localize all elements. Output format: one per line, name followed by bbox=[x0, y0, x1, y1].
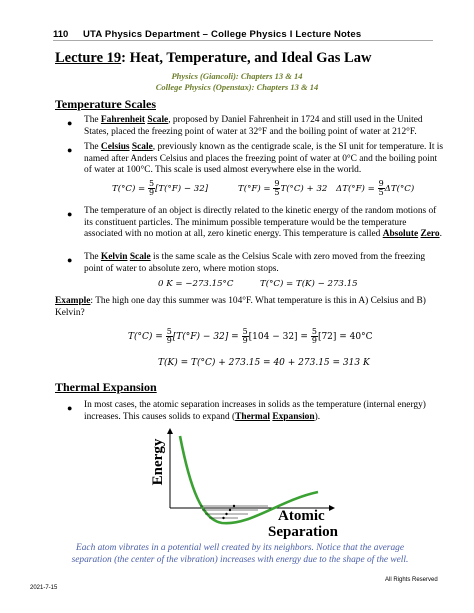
term-fahrenheit: Fahrenheit bbox=[100, 115, 146, 125]
fraction bbox=[166, 328, 173, 345]
paragraph-thermal-expansion bbox=[84, 400, 446, 423]
footer-date: 2021-7-15 bbox=[30, 585, 58, 591]
eq-rhs: ΔT(°C) bbox=[384, 184, 415, 194]
numerator: 5 bbox=[311, 327, 317, 336]
term-zero: Zero bbox=[420, 229, 440, 240]
term-celsius: Celsius bbox=[100, 142, 130, 152]
text: The bbox=[84, 115, 101, 125]
denominator: 9 bbox=[311, 336, 317, 345]
eq-text: T(°C) = T(K) − 273.15 bbox=[260, 279, 358, 289]
term-absolute: Absolute bbox=[382, 229, 419, 240]
eq-rhs: T(°C) + 32 bbox=[280, 184, 328, 194]
term-expansion: Expansion bbox=[272, 411, 315, 422]
bullet-icon: ● bbox=[67, 209, 73, 219]
equation-fahrenheit-from-celsius bbox=[238, 180, 327, 197]
equation-absolute-zero bbox=[158, 279, 233, 289]
example-equation-kelvin bbox=[158, 358, 370, 368]
bullet-icon: ● bbox=[67, 118, 73, 128]
bullet-icon: ● bbox=[67, 145, 73, 155]
denominator: 9 bbox=[148, 188, 155, 197]
center-dot bbox=[225, 513, 227, 515]
lecture-title-text: : Heat, Temperature, and Ideal Gas Law bbox=[121, 50, 372, 66]
center-dot bbox=[222, 517, 224, 519]
text: , proposed by Daniel Fahrenheit in 1724 and still used in the United States, placed the freezing point of water at 32°F and the boiling point of water at 212°F. bbox=[84, 115, 423, 137]
lecture-title bbox=[55, 50, 371, 67]
bullet-icon: ● bbox=[67, 255, 73, 265]
denominator: 5 bbox=[274, 188, 280, 197]
term-scale: Scale bbox=[147, 115, 169, 125]
eq-lhs: T(°C) = bbox=[112, 184, 148, 194]
energy-axis-arrow-icon bbox=[167, 428, 173, 434]
denominator: 9 bbox=[166, 336, 172, 345]
equation-delta-temperature bbox=[336, 180, 414, 197]
text: In most cases, the atomic separation increases in solids as the temperature (internal energy) increases. This causes solids to expand ( bbox=[84, 400, 426, 422]
fraction bbox=[378, 180, 385, 197]
example-label: Example bbox=[55, 296, 91, 306]
denominator: 5 bbox=[378, 188, 384, 197]
page-number: 110 bbox=[53, 29, 69, 40]
eq-lhs: ΔT(°F) = bbox=[336, 184, 378, 194]
fraction bbox=[148, 180, 155, 197]
eq-text: 0 K = −273.15°C bbox=[158, 279, 234, 289]
text: The bbox=[84, 142, 101, 152]
text: : The high one day this summer was 104°F. What temperature is this in A) Celsius and B) Kelvin? bbox=[55, 296, 426, 318]
separation-axis-arrow-icon bbox=[329, 505, 335, 511]
potential-well-diagram bbox=[140, 428, 350, 540]
eq-lhs: T(°F) = bbox=[238, 184, 274, 194]
eq-part: [72] = 40°C bbox=[317, 332, 373, 342]
paragraph-fahrenheit bbox=[84, 115, 446, 138]
numerator: 5 bbox=[148, 179, 155, 188]
lecture-label: Lecture 19 bbox=[55, 50, 122, 66]
equation-celsius-kelvin bbox=[260, 279, 358, 289]
eq-text: T(K) = T(°C) + 273.15 = 40 + 273.15 = 313 K bbox=[158, 358, 370, 368]
header-divider bbox=[53, 40, 433, 41]
separation-label-line2: Separation bbox=[268, 524, 339, 540]
example-paragraph bbox=[55, 296, 445, 319]
numerator: 9 bbox=[378, 179, 384, 188]
text: The bbox=[84, 252, 101, 262]
paragraph-absolute-zero bbox=[84, 206, 446, 241]
term-thermal: Thermal bbox=[235, 411, 271, 422]
text: . bbox=[439, 229, 442, 240]
equation-celsius-from-fahrenheit bbox=[112, 180, 208, 197]
example-equation-celsius bbox=[128, 328, 373, 345]
section-heading-thermal-expansion: Thermal Expansion bbox=[55, 380, 157, 394]
energy-label: Energy bbox=[150, 438, 166, 486]
text: ). bbox=[314, 411, 321, 422]
numerator: 9 bbox=[274, 179, 280, 188]
eq-lhs: T(°C) = bbox=[128, 332, 166, 342]
footer-rights: All Rights Reserved bbox=[385, 577, 438, 583]
diagram-caption: Each atom vibrates in a potential well created by its neighbors. Notice that the average separation (the center of the vibration) increases with energy due to the shape of the well. bbox=[71, 543, 409, 565]
term-kelvin: Kelvin bbox=[100, 252, 128, 262]
center-dot bbox=[233, 505, 235, 507]
eq-part: [T(°F) − 32] = bbox=[172, 332, 242, 342]
numerator: 5 bbox=[166, 327, 172, 336]
separation-label-line1: Atomic bbox=[278, 508, 325, 524]
reference-giancoli: Physics (Giancoli): Chapters 13 & 14 bbox=[171, 71, 303, 81]
bullet-icon: ● bbox=[67, 403, 73, 413]
eq-rhs: [T(°F) − 32] bbox=[155, 184, 209, 194]
vibration-centers bbox=[222, 505, 235, 519]
paragraph-celsius bbox=[84, 142, 446, 177]
fraction bbox=[242, 328, 249, 345]
term-scale: Scale bbox=[131, 142, 153, 152]
paragraph-kelvin bbox=[84, 252, 446, 275]
numerator: 5 bbox=[242, 327, 248, 336]
text: is the same scale as the Celsius Scale with zero moved from the freezing point of water to absolute zero, where motion stops. bbox=[84, 252, 426, 274]
section-heading-temperature-scales: Temperature Scales bbox=[55, 97, 156, 111]
term-scale: Scale bbox=[129, 252, 151, 262]
denominator: 9 bbox=[242, 336, 248, 345]
text: The temperature of an object is directly related to the kinetic energy of the random motions of its constituent particles. The minimum possible temperature would be the temperature associated with no motion at all, zero kinetic energy. This temperature is called bbox=[84, 206, 437, 240]
fraction bbox=[311, 328, 318, 345]
center-dot bbox=[229, 509, 231, 511]
header-title: UTA Physics Department – College Physics I Lecture Notes bbox=[83, 29, 362, 40]
eq-part: [104 − 32] = bbox=[248, 332, 311, 342]
text: , previously known as the centigrade scale, is the SI unit for temperature. It is named after Anders Celsius and places the freezing point of water at 0°C and the boiling point of water at 100°C. This scale is used almost everywhere else in the world. bbox=[84, 142, 444, 176]
reference-openstax: College Physics (Openstax): Chapters 13 & 14 bbox=[155, 82, 319, 92]
